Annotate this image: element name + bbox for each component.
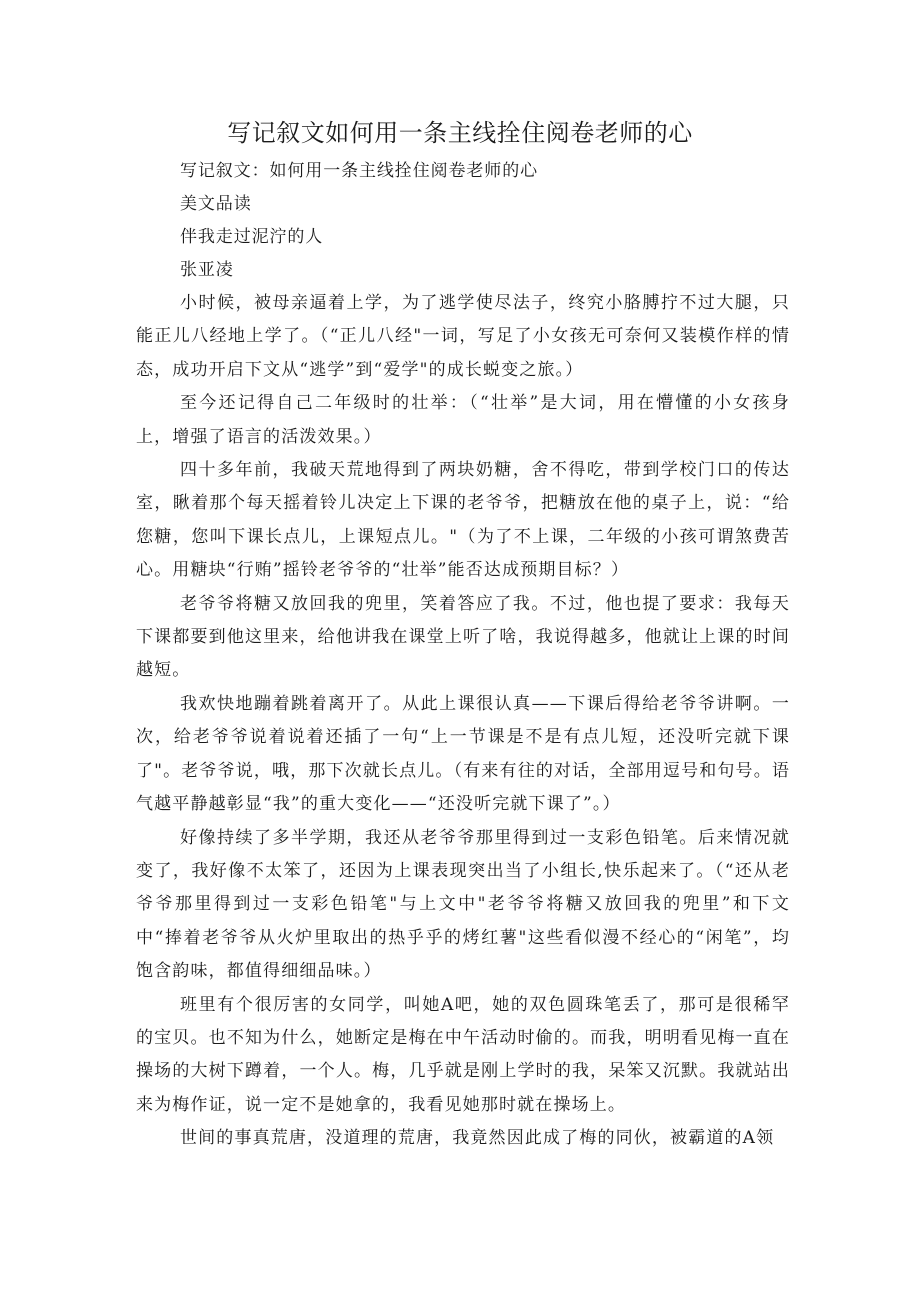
paragraph: 我欢快地蹦着跳着离开了。从此上课很认真——下课后得给老爷爷讲啊。一次，给老爷爷说着说着还插了一句“上一节课是不是有点儿短，还没听完就下课了"。老爷爷说，哦，那下次就长点儿。（有来有往的对话，全部用逗号和句号。语气越平静越彰显“我”的重大变化——“还没听完就下课了”。） [136, 693, 790, 815]
paragraph: 小时候，被母亲逼着上学，为了逃学使尽法子，终究小胳膊拧不过大腿，只能正儿八经地上学了。（“正儿八经"一词，写足了小女孩无可奈何又装模作样的情态，成功开启下文从“逃学”到“爱学"的成长蜕变之旅。） [136, 293, 790, 380]
essay-author: 张亚凌 [180, 260, 234, 280]
document-body [136, 155, 790, 1156]
document-title: 写记叙文如何用一条主线拴住阅卷老师的心 [227, 119, 693, 147]
paragraph: 至今还记得自己二年级时的壮举：（“壮举”是大词，用在懵懂的小女孩身上，增强了语言的活泼效果。） [136, 393, 790, 447]
paragraph: 好像持续了多半学期，我还从老爷爷那里得到过一支彩色铅笔。后来情况就变了，我好像不太笨了，还因为上课表现突出当了小组长,快乐起来了。（“还从老爷爷那里得到过一支彩色铅笔"与上文中"老爷爷将糖又放回我的兜里”和下文中“捧着老爷爷从火炉里取出的热乎乎的烤红薯"这些看似漫不经心的“闲笔”，均饱含韵味，都值得细细品味。） [136, 827, 790, 982]
intro-line-subtitle: 写记叙文：如何用一条主线拴住阅卷老师的心 [180, 161, 538, 181]
paragraph: 班里有个很厉害的女同学，叫她A吧，她的双色圆珠笔丢了，那可是很稀罕的宝贝。也不知为什么，她断定是梅在中午活动时偷的。而我，明明看见梅一直在操场的大树下蹲着，一个人。梅，几乎就是刚上学时的我，呆笨又沉默。我就站出来为梅作证，说一定不是她拿的，我看见她那时就在操场上。 [136, 994, 790, 1115]
essay-title: 伴我走过泥泞的人 [180, 227, 324, 247]
paragraph: 老爷爷将糖又放回我的兜里，笑着答应了我。不过，他也提了要求：我每天下课都要到他这里来，给他讲我在课堂上听了啥，我说得越多，他就让上课的时间越短。 [136, 593, 790, 681]
paragraph: 四十多年前，我破天荒地得到了两块奶糖，舍不得吃，带到学校门口的传达室，瞅着那个每天摇着铃儿决定上下课的老爷爷，把糖放在他的桌子上，说：“给您糖，您叫下课长点儿，上课短点儿。"（为了不上课，二年级的小孩可谓煞费苦心。用糖块“行贿”摇铃老爷爷的“壮举”能否达成预期目标？） [136, 460, 790, 581]
intro-line-section: 美文品读 [180, 194, 252, 214]
paragraph: 世间的事真荒唐，没道理的荒唐，我竟然因此成了梅的同伙，被霸道的A领 [180, 1128, 775, 1149]
